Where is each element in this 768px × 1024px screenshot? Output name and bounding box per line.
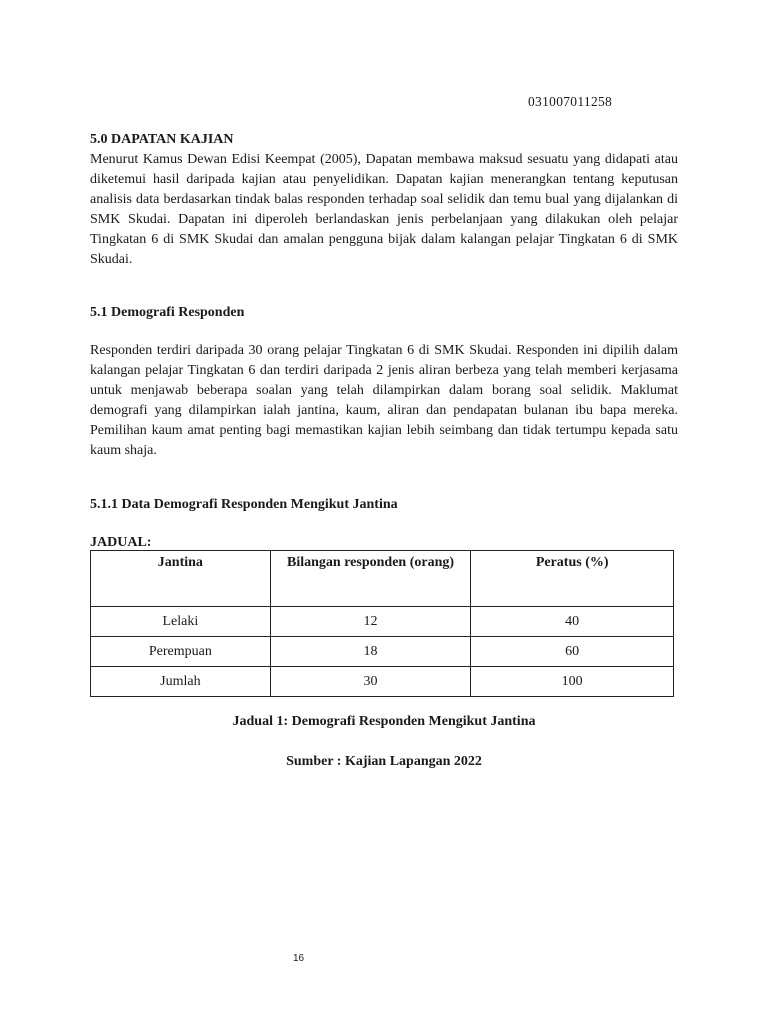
table-cell: 60 [471, 637, 674, 667]
section-5-0-heading: 5.0 DAPATAN KAJIAN [90, 132, 234, 147]
table-cell: 100 [471, 667, 674, 697]
section-5-1-heading: 5.1 Demografi Responden [90, 305, 245, 320]
table-cell: Perempuan [91, 637, 271, 667]
table-caption: Jadual 1: Demografi Responden Mengikut Jantina [232, 714, 536, 729]
section-5-1-1-heading: 5.1.1 Data Demografi Responden Mengikut Jantina [90, 497, 398, 512]
table-row [91, 607, 674, 637]
table-header-cell: Bilangan responden (orang) [270, 551, 471, 607]
document-id: 031007011258 [528, 94, 613, 109]
section-5-1-body-wrap [90, 341, 678, 461]
section-5-1-body: Responden terdiri daripada 30 orang pelajar Tingkatan 6 di SMK Skudai. Responden ini dipilih dalam kalangan pelajar Tingkatan 6 dan terdiri daripada 2 jenis aliran berbeza yang telah memberi kerjasama untuk menjawab beberapa soalan yang telah dilampirkan dalam borang soal selidik. Maklumat demografi yang dilampirkan ialah jantina, kaum, aliran dan pendapatan bulanan ibu bapa mereka. Pemilihan kaum amat penting bagi memastikan kajian lebih seimbang dan tidak tertumpu kepada satu kaum shaja. [90, 343, 678, 458]
table-header-cell: Jantina [91, 551, 271, 607]
table-cell: 40 [471, 607, 674, 637]
table-cell: Jumlah [91, 667, 271, 697]
section-5-0-body: Menurut Kamus Dewan Edisi Keempat (2005), Dapatan membawa maksud sesuatu yang didapati atau diketemui hasil daripada kajian atau penyelidikan. Dapatan kajian menerangkan tentang keputusan analisis data berdasarkan tindak balas responden terhadap soal selidik dan temu bual yang dijalankan di SMK Skudai. Dapatan ini diperoleh berlandaskan jenis perbelanjaan yang dilakukan oleh pelajar Tingkatan 6 di SMK Skudai dan amalan pengguna bijak dalam kalangan pelajar Tingkatan 6 di SMK Skudai. [90, 152, 678, 267]
section-5-1-1 [90, 495, 678, 515]
section-5-1 [90, 303, 678, 323]
table-source: Sumber : Kajian Lapangan 2022 [286, 754, 482, 769]
table-cell: Lelaki [91, 607, 271, 637]
section-5-0 [90, 130, 678, 270]
table-row [91, 637, 674, 667]
gender-demographic-table [90, 550, 674, 697]
page-number: 16 [293, 953, 305, 964]
table-cell: 30 [270, 667, 471, 697]
table-cell: 18 [270, 637, 471, 667]
table-header-row [91, 551, 674, 607]
jadual-label: JADUAL: [90, 535, 152, 550]
table-row [91, 667, 674, 697]
table-header-cell: Peratus (%) [471, 551, 674, 607]
table-cell: 12 [270, 607, 471, 637]
